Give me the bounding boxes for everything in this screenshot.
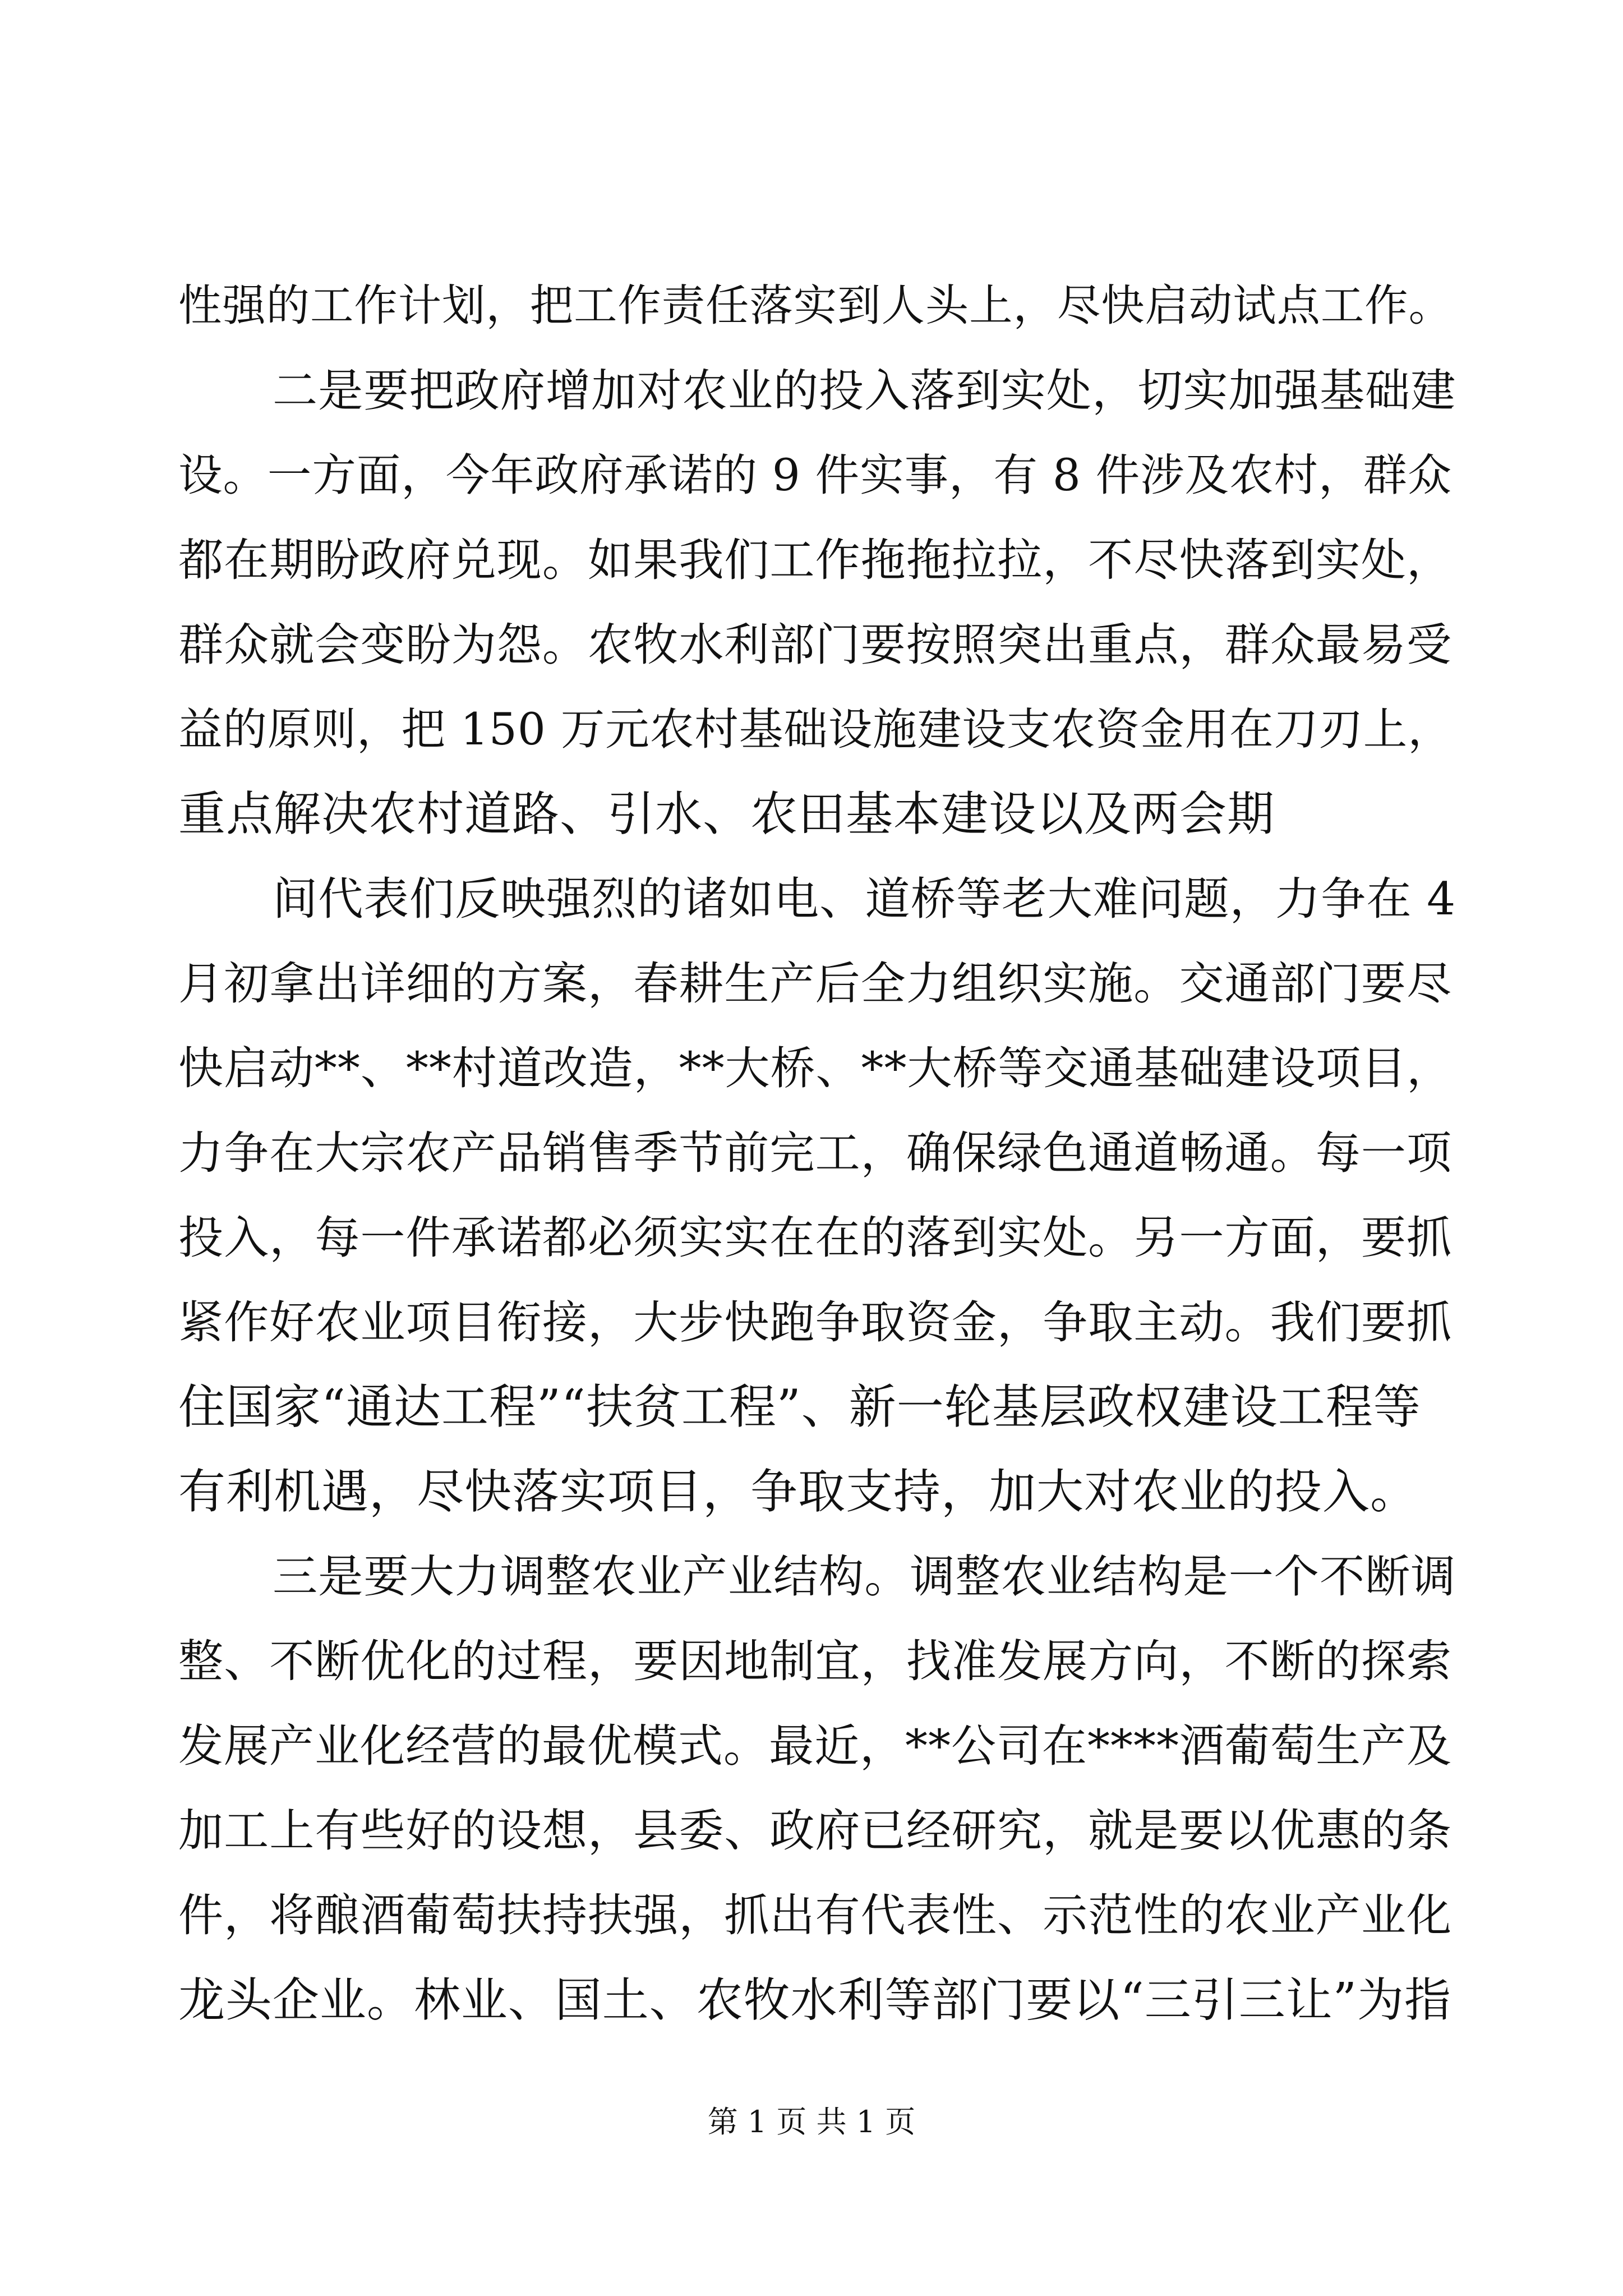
text-line: 间代表们反映强烈的诸如电、道桥等老大难问题，力争在 4 [273,872,1456,925]
text-line: 加工上有些好的设想，县委、政府已经研究，就是要以优惠的条 [178,1805,1453,1857]
text-line: 投入，每一件承诺都必须实实在在的落到实处。另一方面，要抓 [178,1212,1453,1264]
page-footer: 第 1 页 共 1 页 [707,2104,916,2139]
text-line: 有利机遇，尽快落实项目，争取支持，加大对农业的投入。 [178,1464,1418,1519]
text-line: 性强的工作计划，把工作责任落实到人头上，尽快启动试点工作。 [178,280,1453,331]
text-line: 三是要大力调整农业产业结构。调整农业结构是一个不断调 [273,1550,1456,1603]
text-line: 都在期盼政府兑现。如果我们工作拖拖拉拉，不尽快落到实处， [178,534,1453,586]
paragraph [178,264,1453,348]
text-line: 紧作好农业项目衔接，大步快跑争取资金，争取主动。我们要抓 [178,1296,1453,1349]
text-line: 住国家“通达工程”“扶贫工程”、新一轮基层政权建设工程等 [178,1379,1421,1434]
text-line: 益的原则，把 150 万元农村基础设施建设支农资金用在刀刃上， [178,703,1453,755]
text-line: 龙头企业。林业、国土、农牧水利等部门要以“三引三让”为指 [178,1973,1452,2027]
text-line: 发展产业化经营的最优模式。最近，**公司在****酒葡萄生产及 [178,1720,1452,1772]
text-line: 整、不断优化的过程，要因地制宜，找准发展方向，不断的探索 [178,1635,1453,1687]
text-line: 月初拿出详细的方案，春耕生产后全力组织实施。交通部门要尽 [178,958,1453,1010]
document-body [178,264,1456,2042]
paragraph [178,1534,1456,2042]
text-line: 力争在大宗农产品销售季节前完工，确保绿色通道畅通。每一项 [178,1127,1453,1179]
paragraph [178,348,1456,857]
text-line: 快启动**、**村道改造，**大桥、**大桥等交通基础建设项目， [178,1042,1453,1094]
text-line: 件，将酿酒葡萄扶持扶强，抓出有代表性、示范性的农业产业化 [178,1889,1453,1941]
paragraph [178,857,1456,1534]
text-line: 重点解决农村道路、引水、农田基本建设以及两会期 [178,786,1275,841]
text-line: 群众就会变盼为怨。农牧水利部门要按照突出重点，群众最易受 [178,619,1453,671]
text-line: 二是要把政府增加对农业的投入落到实处，切实加强基础建 [273,365,1456,417]
text-line: 设。一方面，今年政府承诺的 9 件实事，有 8 件涉及农村，群众 [178,449,1453,501]
